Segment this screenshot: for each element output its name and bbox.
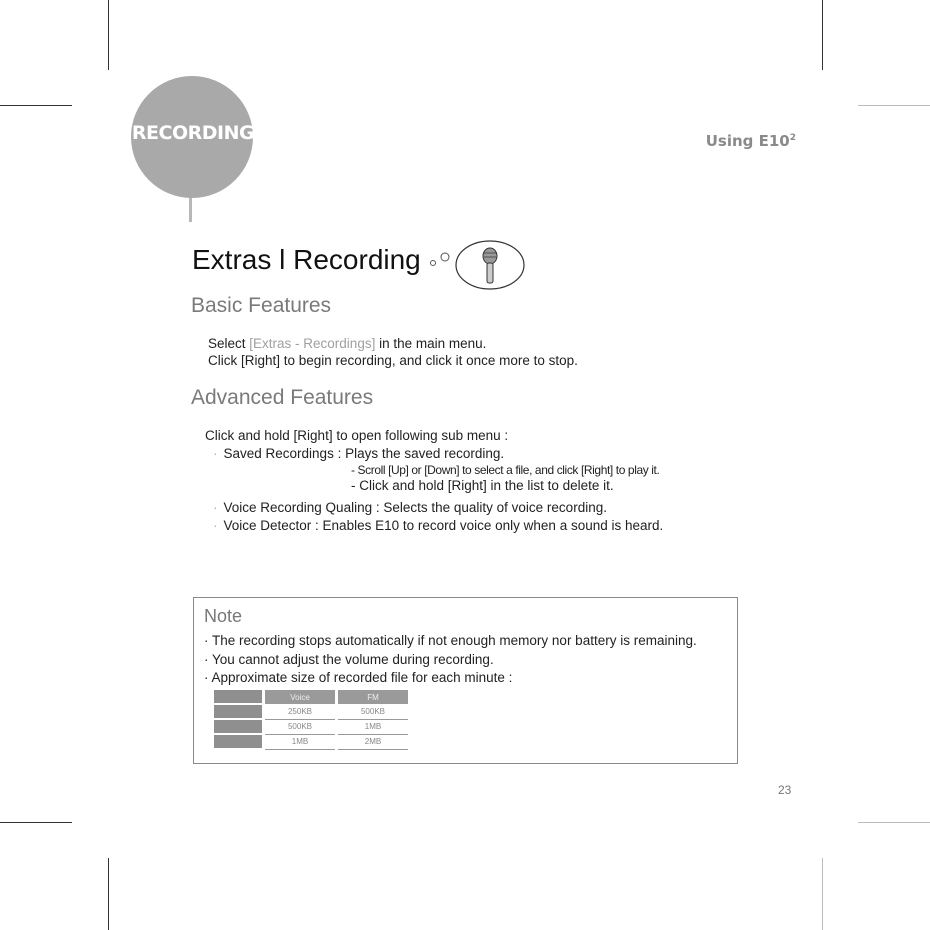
crop-mark-top-right bbox=[822, 0, 823, 70]
note-box bbox=[193, 597, 738, 764]
table-row bbox=[214, 704, 408, 719]
note-line-file-size: · Approximate size of recorded file for each minute : bbox=[204, 670, 513, 685]
note-line-volume: · You cannot adjust the volume during recording. bbox=[204, 652, 494, 667]
section-label: Using $E10^2$ bbox=[705, 132, 796, 150]
crop-mark-left-upper bbox=[0, 105, 72, 106]
table-cell-voice: 250KB bbox=[265, 704, 335, 719]
crop-mark-bottom-right bbox=[822, 858, 823, 930]
crop-mark-bottom-left bbox=[108, 858, 109, 930]
table-header-fm: FM bbox=[338, 690, 408, 704]
crop-mark-left-lower bbox=[0, 822, 72, 823]
list-item-saved-recordings: · Saved Recordings : Plays the saved recording. bbox=[213, 446, 505, 461]
crop-mark-right-lower bbox=[858, 822, 930, 823]
advanced-intro: Click and hold [Right] to open following sub menu : bbox=[205, 428, 509, 443]
crop-mark-right-upper bbox=[858, 105, 930, 106]
table-row-header bbox=[214, 704, 262, 719]
table-row bbox=[214, 719, 408, 734]
table-row-header bbox=[214, 719, 262, 734]
badge-text: RECORDING bbox=[131, 122, 255, 144]
table-cell-fm: 500KB bbox=[338, 704, 408, 719]
saved-recordings-sub-scroll: - Scroll [Up] or [Down] to select a file, and click [Right] to play it. bbox=[351, 463, 660, 477]
table-cell-fm: 1MB bbox=[338, 719, 408, 734]
table-cell-voice: 1MB bbox=[265, 734, 335, 749]
page-number: 23 bbox=[778, 783, 792, 797]
table-cell-voice: 500KB bbox=[265, 719, 335, 734]
thought-bubble-icon bbox=[428, 236, 528, 294]
saved-recordings-sub-delete: - Click and hold [Right] in the list to delete it. bbox=[351, 478, 614, 493]
table-row-header bbox=[214, 734, 262, 749]
table-corner bbox=[214, 690, 262, 704]
table-cell-fm: 2MB bbox=[338, 734, 408, 749]
file-size-table bbox=[214, 690, 408, 750]
note-title: Note bbox=[204, 606, 243, 626]
basic-line-select: Select [Extras - Recordings] in the main menu. bbox=[208, 336, 487, 351]
advanced-features-heading: Advanced Features bbox=[191, 386, 374, 409]
table-header-voice: Voice bbox=[265, 690, 335, 704]
crop-mark-top-left bbox=[108, 0, 109, 70]
table-header-row bbox=[214, 690, 408, 704]
table-row bbox=[214, 734, 408, 749]
note-line-memory: · The recording stops automatically if not enough memory nor battery is remaining. bbox=[204, 633, 697, 648]
list-item-recording-quality: · Voice Recording Qualing : Selects the quality of voice recording. bbox=[213, 500, 607, 515]
menu-path-highlight: [Extras - Recordings] bbox=[249, 336, 376, 351]
list-item-voice-detector: · Voice Detector : Enables E10 to record voice only when a sound is heard. bbox=[213, 518, 664, 533]
basic-line-click: Click [Right] to begin recording, and click it once more to stop. bbox=[208, 353, 578, 368]
microphone-icon bbox=[483, 248, 497, 283]
basic-features-heading: Basic Features bbox=[191, 294, 332, 317]
page-title: Extras l Recording bbox=[192, 244, 421, 275]
